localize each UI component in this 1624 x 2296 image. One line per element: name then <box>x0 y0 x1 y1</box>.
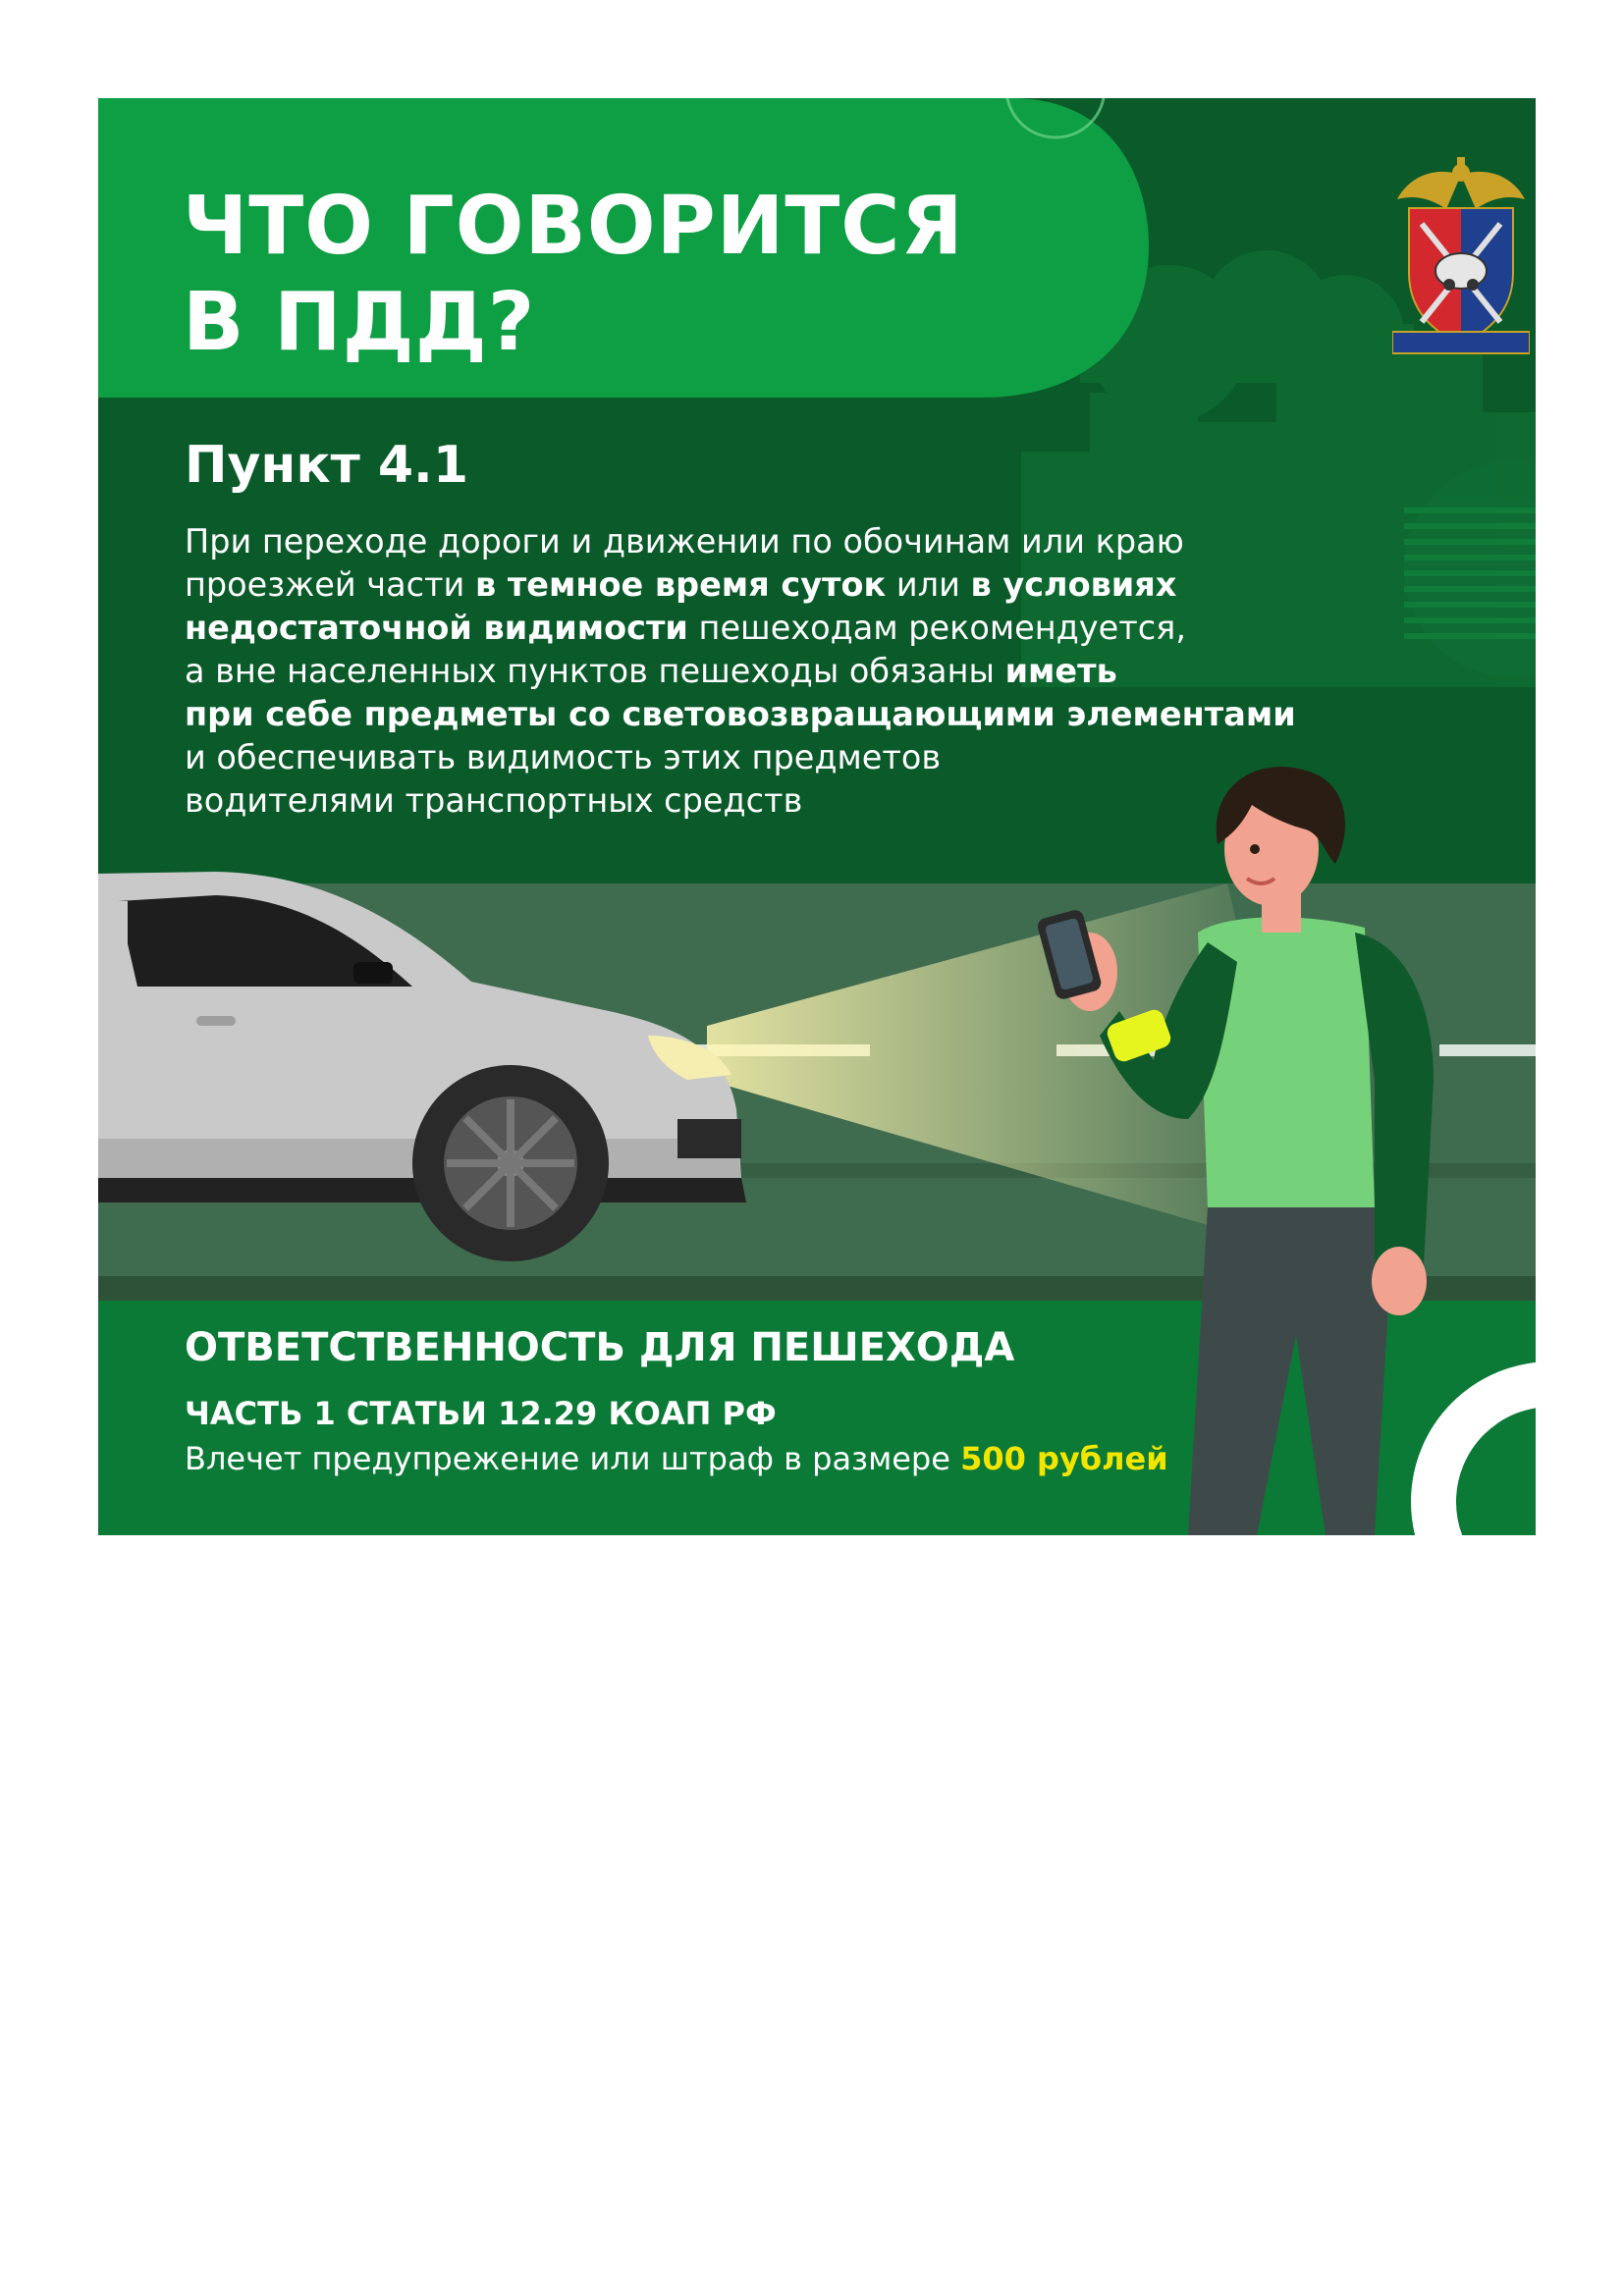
rule-text-bold-run: в темное время суток <box>474 565 887 604</box>
rule-text-run: водителями транспортных средств <box>185 781 803 820</box>
title-line-2: В ПДД? <box>183 276 536 369</box>
rule-text-bold-run: в условиях <box>970 565 1177 604</box>
rule-text-run: или <box>886 565 971 604</box>
rule-text-run: пешеходам рекомендуется, <box>687 609 1186 647</box>
title-line-1: ЧТО ГОВОРИТСЯ <box>183 180 964 273</box>
police-emblem-icon <box>1392 155 1530 361</box>
page-title <box>183 179 964 371</box>
rule-text-bold-run: при себе предметы со световозвращающими элементами <box>185 695 1296 733</box>
rule-text-run: При переходе дороги и движении по обочинам или краю <box>185 522 1184 561</box>
rule-text-line <box>185 563 1500 607</box>
rule-text <box>185 520 1500 823</box>
responsibility-title: ОТВЕТСТВЕННОСТЬ ДЛЯ ПЕШЕХОДА <box>185 1325 1015 1370</box>
road <box>98 883 1536 1296</box>
rule-text-line <box>185 693 1500 736</box>
poster <box>98 98 1536 1535</box>
rule-text-run: и обеспечивать видимость этих предметов <box>185 738 942 776</box>
rule-text-line <box>185 650 1500 693</box>
rule-text-run: проезжей части <box>185 565 475 604</box>
rule-text-run: а вне населенных пунктов пешеходы обязаны <box>185 652 1005 690</box>
penalty-text <box>185 1439 1168 1478</box>
rule-text-line <box>185 779 1500 823</box>
rule-text-bold-run: недостаточной видимости <box>185 609 688 647</box>
penalty-amount: 500 рублей <box>960 1440 1168 1477</box>
rule-text-line <box>185 520 1500 563</box>
rule-text-line <box>185 607 1500 650</box>
rule-point-title: Пункт 4.1 <box>185 436 468 495</box>
article-reference: ЧАСТЬ 1 СТАТЬИ 12.29 КОАП РФ <box>185 1395 777 1432</box>
penalty-prefix: Влечет предупрежение или штраф в размере <box>185 1440 961 1477</box>
rule-text-line <box>185 736 1500 779</box>
rule-text-bold-run: иметь <box>1004 652 1117 690</box>
